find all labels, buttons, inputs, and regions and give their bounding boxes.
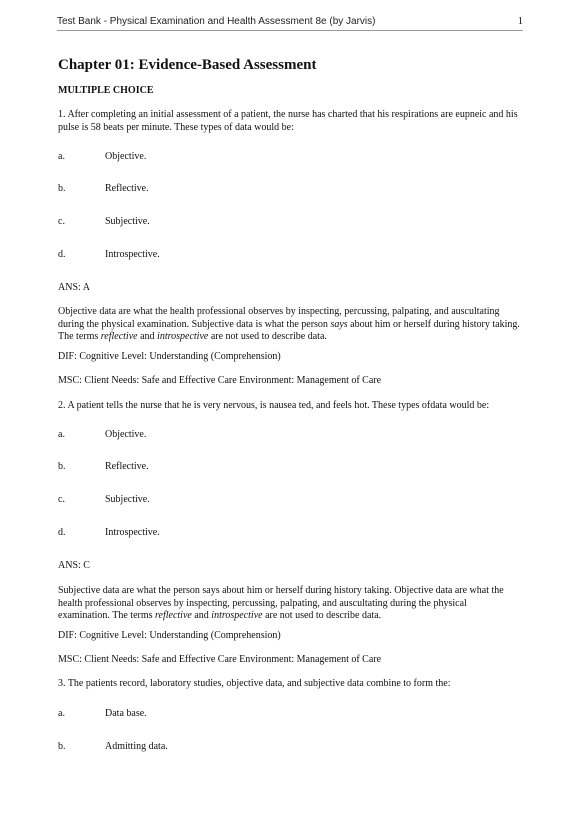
- choice-letter: b.: [58, 741, 66, 752]
- question-2-answer: ANS: C: [58, 560, 90, 571]
- choice-text: Reflective.: [105, 461, 149, 472]
- question-1-choice-c: [58, 216, 358, 228]
- question-1-choice-a: [58, 151, 358, 163]
- choice-letter: a.: [58, 151, 65, 162]
- page-number: 1: [517, 16, 523, 27]
- rationale-emphasis: reflective: [100, 331, 138, 342]
- question-1-rationale: [58, 306, 520, 344]
- rationale-text: are not used to describe data.: [262, 610, 382, 621]
- question-1-choice-b: [58, 183, 358, 195]
- question-2-dif: DIF: Cognitive Level: Understanding (Comprehension): [58, 630, 281, 641]
- question-3-choice-a: [58, 708, 358, 720]
- question-2-choice-c: [58, 494, 358, 506]
- question-1-choice-d: [58, 249, 358, 261]
- question-2-stem: 2. A patient tells the nurse that he is very nervous, is nausea ted, and feels hot. These types ofdata would be:: [58, 400, 490, 411]
- question-2-choice-d: [58, 527, 358, 539]
- choice-text: Objective.: [105, 429, 147, 440]
- rationale-emphasis: reflective: [155, 610, 192, 621]
- question-2-msc: MSC: Client Needs: Safe and Effective Care Environment: Management of Care: [58, 654, 382, 665]
- choice-text: Subjective.: [105, 216, 150, 227]
- question-1-stem: 1. After completing an initial assessment of a patient, the nurse has charted that his respirations are eupneic and his pulse is 58 beats per minute. These types of data would be:: [58, 109, 518, 133]
- rationale-text: and: [137, 331, 158, 342]
- choice-text: Objective.: [105, 151, 147, 162]
- question-2-rationale: [58, 585, 520, 623]
- question-1-dif: DIF: Cognitive Level: Understanding (Comprehension): [58, 351, 281, 362]
- section-title: MULTIPLE CHOICE: [58, 85, 154, 96]
- choice-letter: c.: [58, 494, 65, 505]
- rationale-text: and: [191, 610, 212, 621]
- question-3-stem: 3. The patients record, laboratory studies, objective data, and subjective data combine to form the:: [58, 678, 451, 689]
- choice-text: Subjective.: [105, 494, 150, 505]
- question-1-answer: ANS: A: [58, 282, 90, 293]
- question-3-choice-b: [58, 741, 358, 753]
- question-1-msc: MSC: Client Needs: Safe and Effective Care Environment: Management of Care: [58, 375, 382, 386]
- choice-text: Introspective.: [105, 249, 160, 260]
- header-title: Test Bank - Physical Examination and Health Assessment 8e (by Jarvis): [57, 16, 376, 27]
- choice-letter: b.: [58, 461, 66, 472]
- rationale-text: about him or herself during history taking. The terms: [58, 318, 520, 342]
- rationale-text: are not used to describe data.: [208, 331, 327, 342]
- rationale-emphasis: introspective: [157, 331, 209, 342]
- choice-letter: b.: [58, 183, 66, 194]
- choice-letter: d.: [58, 527, 66, 538]
- rationale-emphasis: says: [330, 318, 348, 330]
- choice-text: Admitting data.: [105, 741, 168, 752]
- rationale-text: Subjective data are what the person says about him or herself during history taking. Objective data are what the health professional observes by inspecting, percussing, palpating, and auscultating during the physical examination. The terms: [58, 585, 504, 621]
- choice-letter: a.: [58, 708, 65, 719]
- chapter-title: Chapter 01: Evidence-Based Assessment: [58, 57, 317, 73]
- choice-letter: a.: [58, 429, 65, 440]
- choice-text: Data base.: [105, 708, 147, 719]
- question-2-choice-a: [58, 429, 358, 441]
- choice-letter: c.: [58, 216, 65, 227]
- choice-letter: d.: [58, 249, 66, 260]
- choice-text: Introspective.: [105, 527, 160, 538]
- choice-text: Reflective.: [105, 183, 149, 194]
- question-2-choice-b: [58, 461, 358, 473]
- rationale-emphasis: introspective: [211, 610, 263, 621]
- page-header: [57, 16, 523, 31]
- rationale-text: Objective data are what the health professional observes by inspecting, percussing, palpating, and auscultating during the physical examination. Subjective data is what the person: [58, 306, 500, 330]
